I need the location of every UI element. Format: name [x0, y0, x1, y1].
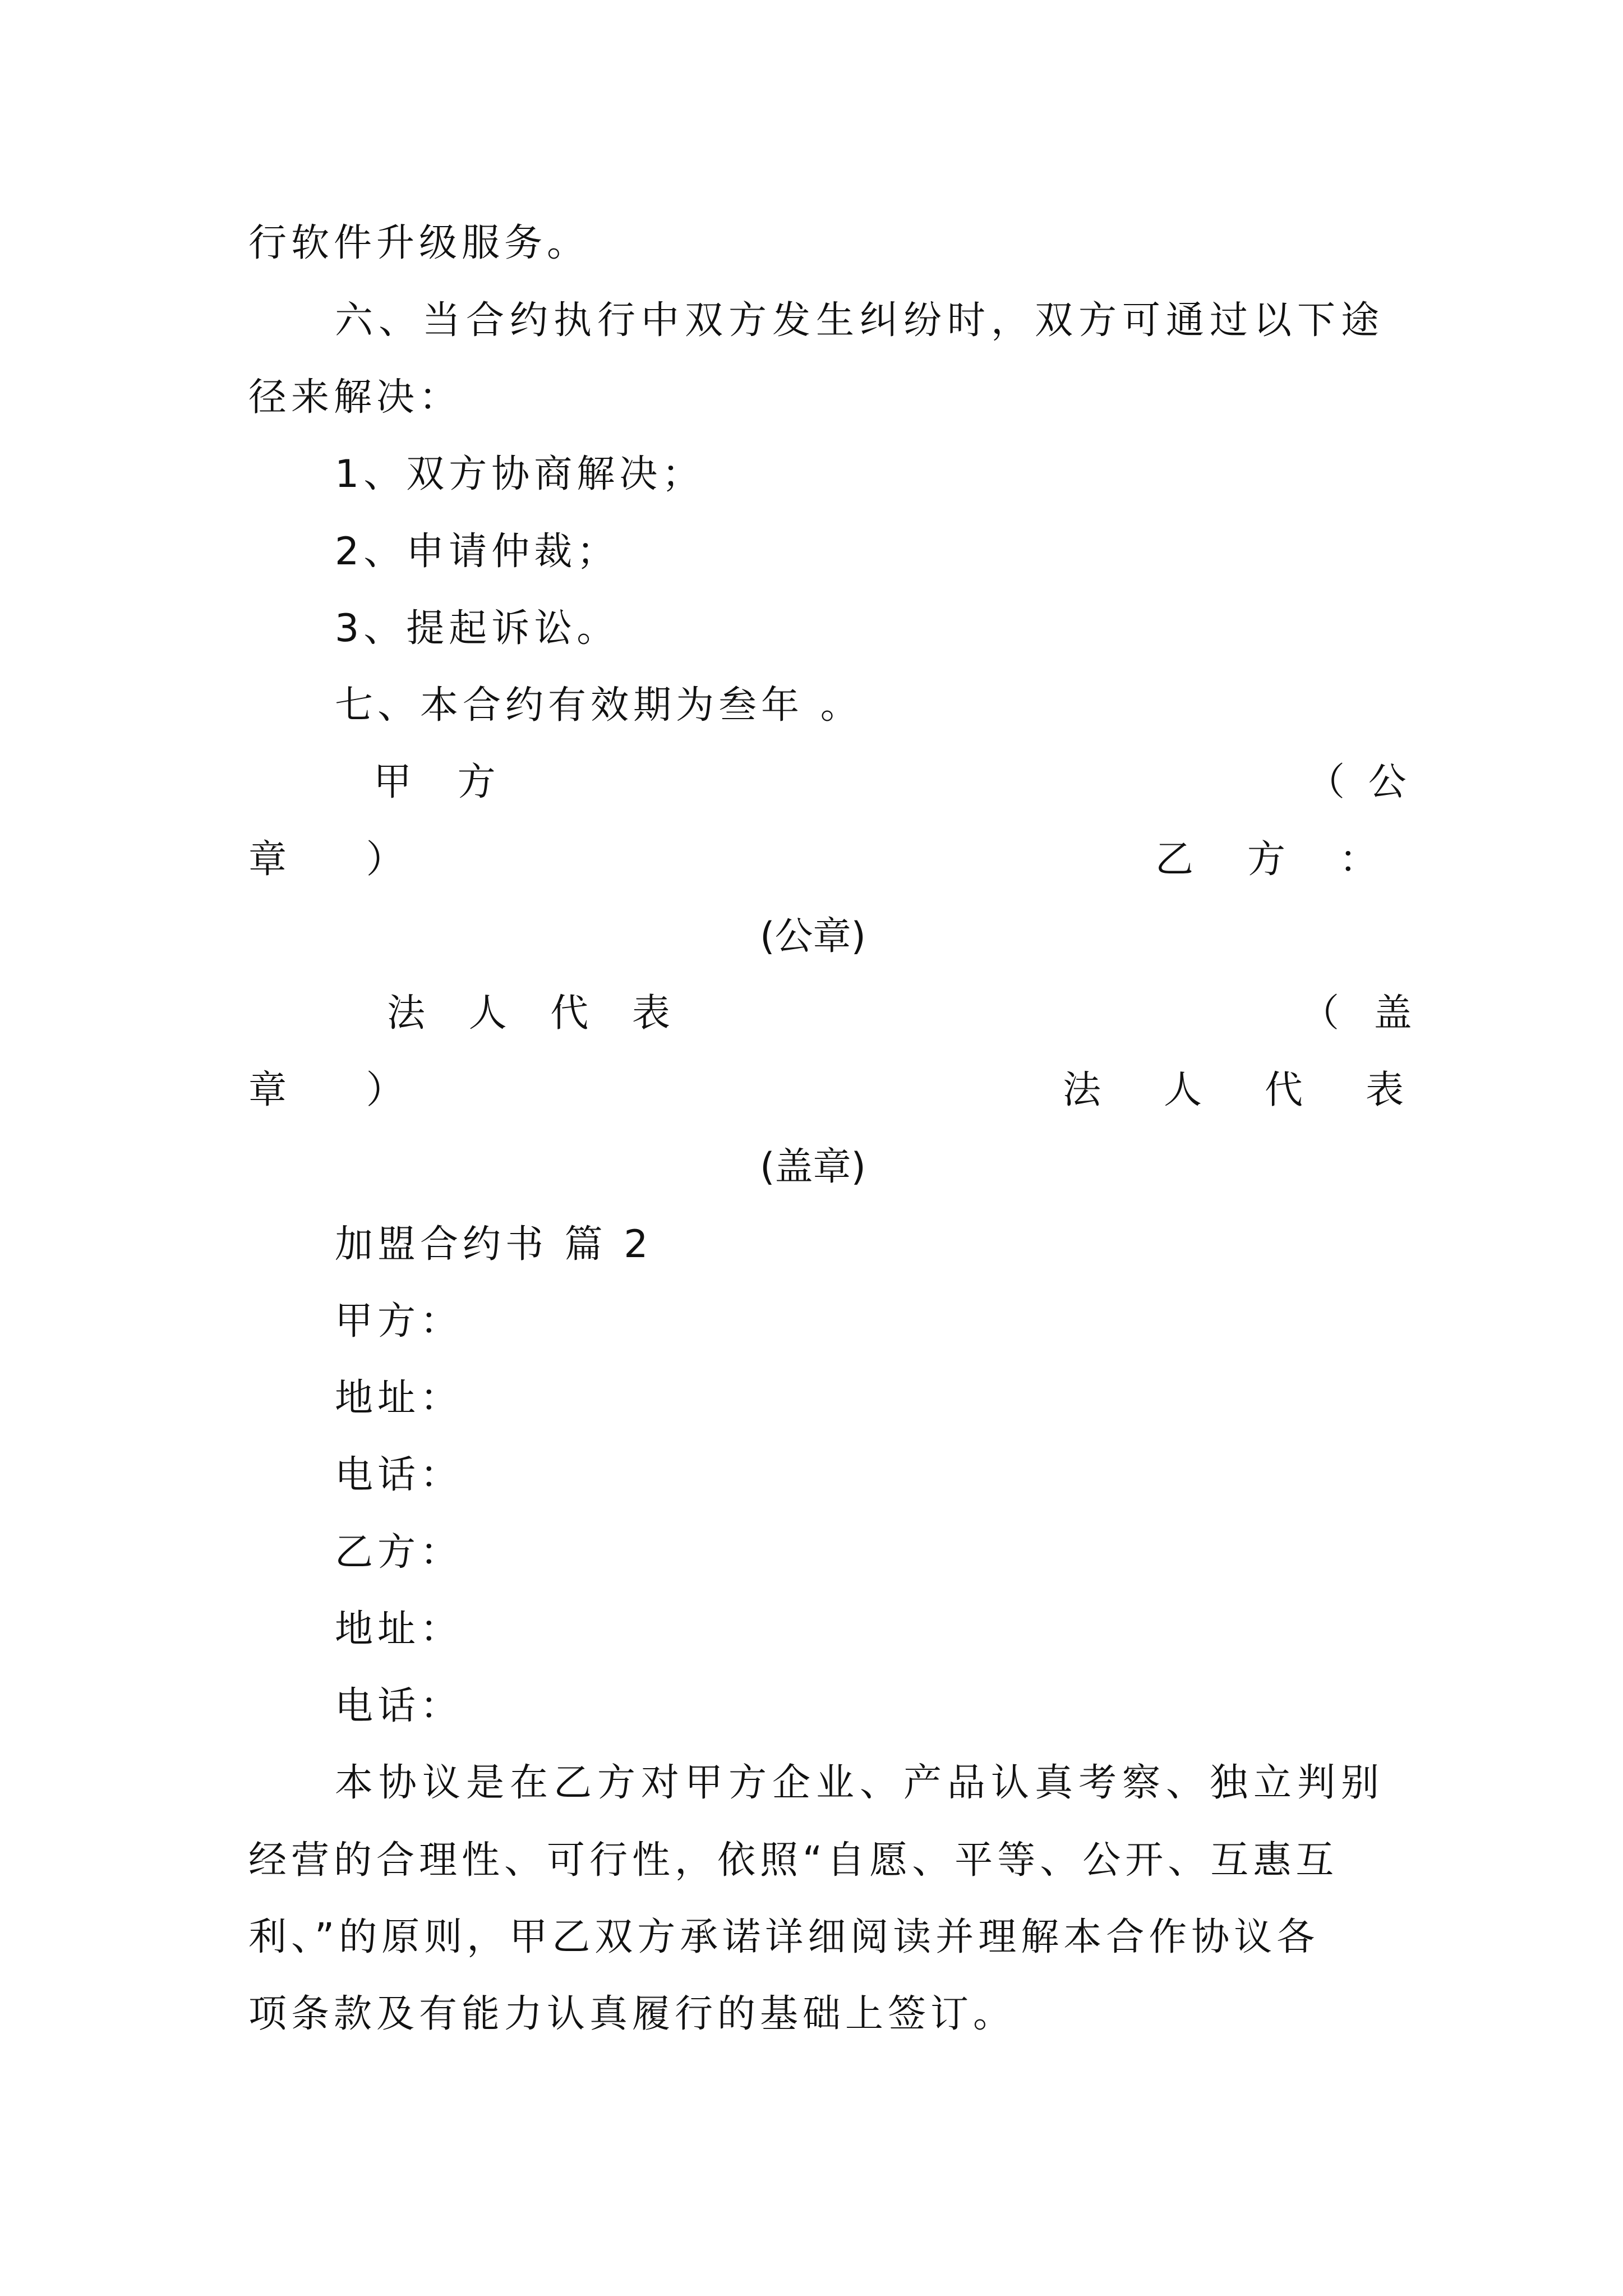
- paragraph-line: 本协议是在乙方对甲方企业、产品认真考察、独立判别: [335, 1761, 1385, 1805]
- seal-note: (盖章): [760, 1145, 866, 1189]
- field-label: 乙方：: [335, 1530, 463, 1575]
- legal-rep-label: 法 人 代 表: [387, 991, 686, 1036]
- list-item: 3、提起诉讼。: [335, 606, 620, 651]
- paragraph-line: 经营的合理性、可行性，依照“自愿、平等、公开、互惠互: [248, 1838, 1339, 1883]
- seal-note: (公章): [760, 914, 866, 959]
- body-line: 七、本合约有效期为叁年 。: [335, 683, 863, 728]
- list-item: 2、申请仲裁；: [335, 530, 620, 574]
- field-label: 地址：: [335, 1376, 463, 1420]
- field-label: 电话：: [335, 1684, 463, 1728]
- seal-note: （ 公: [1307, 760, 1412, 804]
- seal-note: 章 ）: [248, 1068, 438, 1112]
- seal-note: 章 ）: [248, 838, 438, 882]
- field-label: 电话：: [335, 1453, 463, 1497]
- body-line: 六、当合约执行中双方发生纠纷时，双方可通过以下途: [335, 298, 1385, 343]
- paragraph-line: 项条款及有能力认真履行的基础上签订。: [248, 1992, 1016, 2036]
- party-a-label: 甲 方: [374, 760, 513, 804]
- section-title: 加盟合约书 篇 2: [335, 1222, 653, 1267]
- field-label: 甲方：: [335, 1299, 463, 1343]
- field-label: 地址：: [335, 1607, 463, 1651]
- body-line: 行软件升级服务。: [248, 221, 590, 265]
- seal-note: （ 盖: [1301, 991, 1423, 1036]
- list-item: 1、双方协商解决；: [335, 452, 705, 496]
- legal-rep-label: 法 人 代 表: [1063, 1068, 1417, 1112]
- paragraph-line: 利、”的原则，甲乙双方承诺详细阅读并理解本合作协议各: [248, 1915, 1320, 1959]
- body-line: 径来解决：: [248, 375, 462, 420]
- party-b-label: 乙 方 ：: [1155, 838, 1386, 882]
